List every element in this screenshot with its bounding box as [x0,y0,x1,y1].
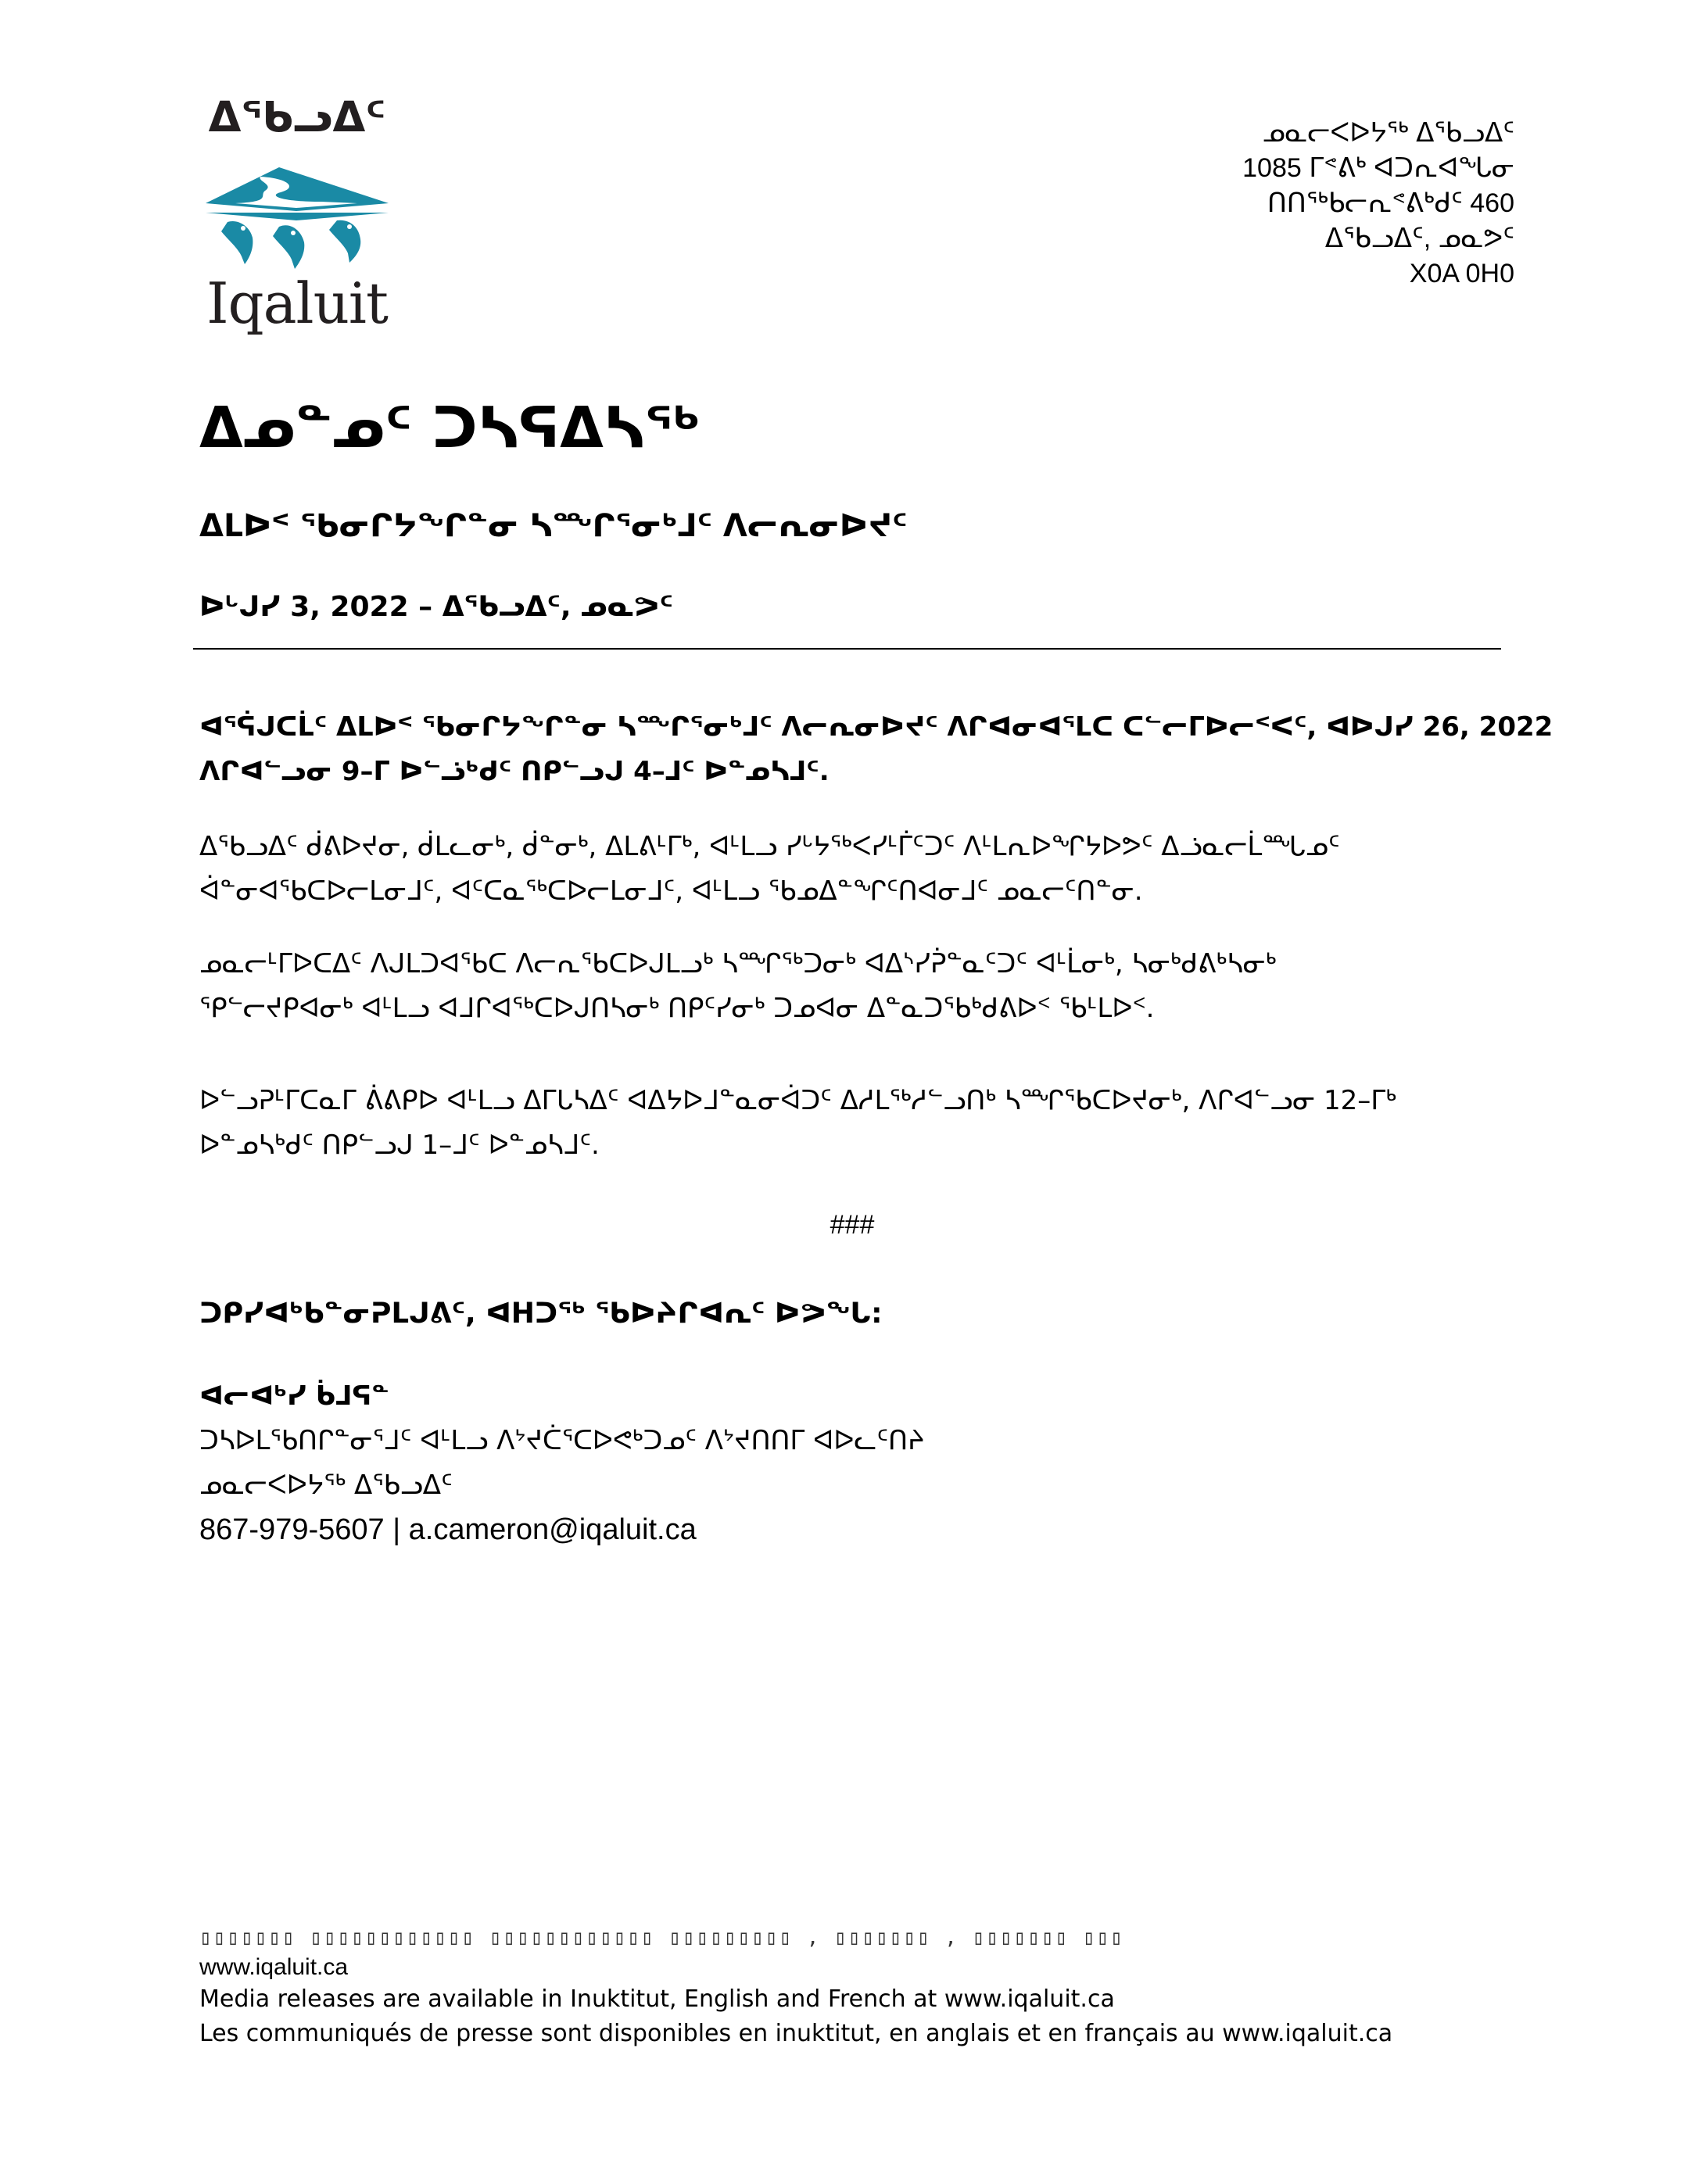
address-line: ᓄᓇᓕᐸᐅᔭᖅ ᐃᖃᓗᐃᑦ [1262,118,1514,148]
contact-organization: ᓄᓇᓕᐸᐅᔭᖅ ᐃᖃᓗᐃᑦ [199,1470,453,1501]
body-paragraph [199,942,1513,1031]
page-title: ᐃᓄᓐᓄᑦ ᑐᓴᕋᐃᓴᖅ [199,395,701,460]
contact-heading: ᑐᑭᓯᐊᒃᑲᓐᓂᕈᒪᒍᕕᑦ, ᐊᕼᑐᖅ ᖃᐅᔨᒋᐊᕆᑦ ᐅᕗᖓ: [199,1298,883,1330]
logo-wordmark: Iqaluit [206,270,388,336]
address-line: 1085 ᒥᕝᕕᒃ ᐊᑐᕆᐊᖓᓂ [1242,153,1514,183]
body-paragraph [199,1079,1513,1168]
horizontal-divider [193,648,1501,650]
footer [199,1923,1392,2051]
paragraph-line: ᐱᒋᐊᓪᓗᓂ 9–ᒥ ᐅᓪᓘᒃᑯᑦ ᑎᑭᓪᓗᒍ 4–ᒧᑦ ᐅᓐᓄᓴᒧᑦ. [199,756,830,787]
address-line: ᐃᖃᓗᐃᑦ, ᓄᓇᕗᑦ [1324,224,1514,253]
address-line: X0A 0H0 [1409,259,1514,288]
iqaluit-logo [199,92,395,342]
contact-block [199,1374,924,1552]
end-of-release-marker: ### [830,1210,875,1240]
body-paragraph [199,705,1553,794]
paragraph-line: ᓄᓇᓕᒻᒥᐅᑕᐃᑦ ᐱᒍᒪᑐᐊᖃᑕ ᐱᓕᕆᖃᑕᐅᒍᒪᓗᒃ ᓴᙱᖅᑐᓂᒃ ᐊᐃᔅᓯᕉᓐᓇᑦᑐᑦ ᐊᒻᒫᓂᒃ, ᓴᓂᒃᑯᕕᒃᓴᓂᒃ [199,948,1277,979]
logo-syllabics: ᐃᖃᓗᐃᑦ [208,92,386,141]
paragraph-line: ᐅᓪᓗᕈᒻᒥᑕᓇᒥ ᕖᕕᑭᐅ ᐊᒻᒪᓗ ᐃᒥᒐᓴᐃᑦ ᐊᐃᔭᐅᒧᓐᓇᓂᐋᑐᑦ ᐃᓱᒪᖅᓱᓪᓗᑎᒃ ᓴᙱᖃᑕᐅᔪᓂᒃ, ᐱᒋᐊᓪᓗᓂ 12–ᒥᒃ [199,1085,1397,1116]
sender-address [1108,116,1514,292]
footer-french-note: Les communiqués de presse sont disponibles en inuktitut, en anglais et en français au www.iqaluit.ca [199,2020,1393,2047]
paragraph-line: ᐅᓐᓄᓴᒃᑯᑦ ᑎᑭᓪᓗᒍ 1–ᒧᑦ ᐅᓐᓄᓴᒧᑦ. [199,1130,600,1161]
paragraph-line: ᐃᖃᓗᐃᑦ ᑰᕕᐅᔪᓂ, ᑰᒪᓚᓂᒃ, ᑰᓐᓂᒃ, ᐃᒪᕕᒻᒥᒃ, ᐊᒻᒪᓗ ᓯᒡᔭᖅᐸᓯᒻᒦᑦᑐᑦ ᐱᒻᒪᕆᐅᖏᔭᐅᕗᑦ ᐃᓘᓇᓕᒫᙵᓄᑦ [199,831,1340,862]
dateline: ᐅᒡᒍᓯ 3, 2022 – ᐃᖃᓗᐃᑦ, ᓄᓇᕗᑦ [199,591,673,623]
body-paragraph [199,825,1513,914]
paragraph-line: ᐊᕐᕌᒍᑕᒫᑦ ᐃᒪᐅᑉ ᖃᓂᒋᔭᖏᓐᓂ ᓴᙱᕐᓂᒃᒧᑦ ᐱᓕᕆᓂᐅᔪᑦ ᐱᒋᐊᓂᐊᕐᒪᑕ ᑕᓪᓕᒥᐅᓕᑉᐸᑦ, ᐊᐅᒍᓯ 26, 2022 [199,711,1553,743]
contact-role: ᑐᓴᐅᒪᖃᑎᒋᓐᓂᕐᒧᑦ ᐊᒻᒪᓗ ᐱᔾᔪᑖᕐᑕᐅᕙᒃᑐᓄᑦ ᐱᔾᔪᑎᑎᒥ ᐊᐅᓚᑦᑎᔨ [199,1425,925,1456]
logo-emblem-icon [204,164,390,274]
footer-website-link[interactable]: www.iqaluit.ca [199,1954,349,1980]
footer-missing-glyph-line: ▯▯▯▯▯▯▯ ▯▯▯▯▯▯▯▯▯▯▯▯ ▯▯▯▯▯▯▯▯▯▯▯▯ ▯▯▯▯▯▯▯▯▯ , ▯▯▯▯▯▯▯ , ▯▯▯▯▯▯▯ ▯▯▯ [199,1926,1124,1949]
paragraph-line: ᐋᓐᓂᐊᖃᑕᐅᓕᒪᓂᒧᑦ, ᐊᑦᑕᓇᖅᑕᐅᓕᒪᓂᒧᑦ, ᐊᒻᒪᓗ ᖃᓄᐃᓐᖏᑦᑎᐊᓂᒧᑦ ᓄᓇᓕᑦᑎᓐᓂ. [199,875,1143,907]
paragraph-line: ᕿᓪᓕᔪᑭᐊᓂᒃ ᐊᒻᒪᓗ ᐊᒧᒋᐊᖅᑕᐅᒍᑎᓴᓂᒃ ᑎᑭᑦᓯᓂᒃ ᑐᓄᐊᓂ ᐃᓐᓇᑐᖃᒃᑯᕕᐅᑉ ᖃᒻᒪᐅᑉ. [199,993,1155,1024]
contact-phone-email[interactable]: 867-979-5607 | a.cameron@iqaluit.ca [199,1513,697,1546]
release-subtitle: ᐃᒪᐅᑉ ᖃᓂᒋᔭᖏᓐᓂ ᓴᙱᕐᓂᒃᒧᑦ ᐱᓕᕆᓂᐅᔪᑦ [199,508,908,544]
address-line: ᑎᑎᖅᑲᓕᕆᕝᕕᒃᑯᑦ 460 [1267,188,1514,218]
contact-name: ᐊᓕᐊᒃᓯ ᑳᒧᕋᓐ [199,1380,389,1412]
footer-english-note: Media releases are available in Inuktitut, English and French at www.iqaluit.ca [199,1985,1115,2013]
